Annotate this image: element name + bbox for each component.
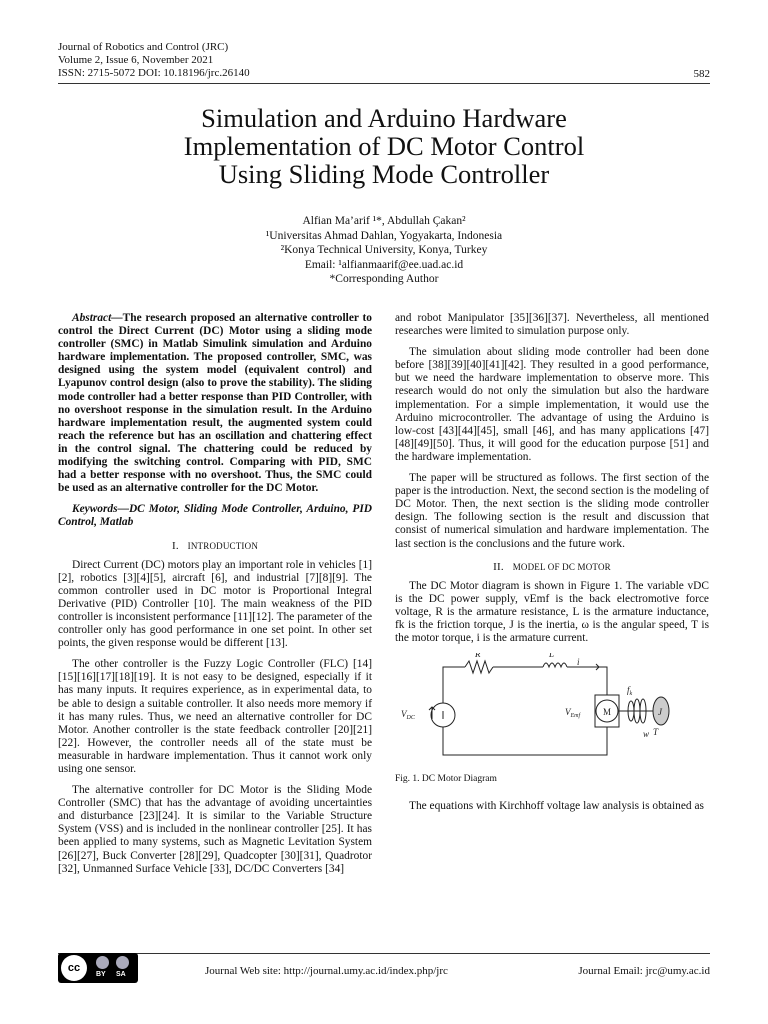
corresponding-author: *Corresponding Author (329, 273, 439, 286)
intro-paragraph-2: The other controller is the Fuzzy Logic Controller (FLC) [14][15][16][17][18][19]. It is not easy to be designed, especially if it has many inputs. It requires experience, as in experimental data, to be able to design a suitable controller. It also needs more memory if it has many rules. Thus, we need an alternative controller for DC Motor. Another controller is the state feedback controller [20][21][22]. However, the controller needs all of the state must be measurable in hardware implementation. Thus it cannot work only using one sensor. (58, 658, 372, 775)
label-M: M (603, 707, 612, 718)
by-icon (96, 956, 109, 969)
cc-sa-label: SA (116, 971, 126, 978)
footer-divider (58, 953, 710, 954)
footer-email[interactable]: Journal Email: jrc@umy.ac.id (578, 965, 710, 977)
label-vdc-sub: DC (406, 715, 415, 722)
sa-icon (116, 956, 129, 969)
intro-paragraph-3: The alternative controller for DC Motor is the Sliding Mode Controller (SMC) that has the advantage of avoiding uncertainties and disturbance [23][24]. It is similar to the Variable Structure System (VSS) and is included in the nonlinear controller [25]. It has been applied to many systems, such as Magnetic Levitation System [26][27], Buck Converter [28][29], Quadcopter [30][31], Quadrotor [32], Unmanned Surface Vehicle [33], DC/DC Converters [34] (58, 784, 372, 875)
wire-right (567, 667, 607, 695)
author-names: Alfian Ma’arif ¹*, Abdullah Çakan² (302, 215, 466, 227)
header-divider (58, 83, 710, 84)
intro-paragraph-1: Direct Current (DC) motors play an important role in vehicles [1][2], robotics [3][4][5], aircraft [6], and industrial [7][8][9]. The common controller used in DC motor is Proportional Integral Derivative (PID) Controller [10]. The main weakness of the PID controller is inconsistent performance [11][12]. The parameter of the controller only has good performance in one set point. In other set points, the given response would be different [13]. (58, 558, 372, 650)
label-fk-main: f (627, 685, 630, 696)
section-heading-model (395, 561, 709, 574)
label-L: L (549, 653, 555, 660)
title-line-3: Using Sliding Mode Controller (218, 159, 550, 189)
affiliation-2: ²Konya Technical University, Konya, Turkey (280, 244, 488, 257)
section-number: II. (493, 560, 504, 573)
dc-motor-figure (395, 653, 709, 767)
model-paragraph-1: The DC Motor diagram is shown in Figure 1. The variable vDC is the DC power supply, vEmf is the back electromotive force voltage, R is the armature resistance, L is the armature inductance, fk is the friction torque, J is the inertia, ω is the angular speed, T is the motor torque, i is the armature current. (395, 579, 709, 645)
section-number: I. (171, 539, 179, 552)
label-R: R (475, 653, 481, 660)
right-paragraph-1: and robot Manipulator [35][36][37]. Nevertheless, all mentioned researches were limited to simulation purpose only. (395, 312, 709, 338)
page-number: 582 (693, 68, 710, 80)
label-vemf (565, 707, 581, 719)
section-heading-introduction (58, 540, 372, 553)
label-T: T (653, 727, 659, 738)
wire-left (443, 667, 465, 703)
label-fk (627, 685, 633, 697)
journal-header (58, 41, 250, 81)
keywords: Keywords—DC Motor, Sliding Mode Controller, Arduino, PID Control, Matlab (58, 503, 372, 529)
paper-title (60, 104, 708, 188)
resistor-symbol (465, 661, 493, 673)
title-line-1: Simulation and Arduino Hardware (201, 103, 567, 133)
inductor-symbol (543, 663, 567, 667)
wire-bottom (443, 727, 607, 755)
journal-volume: Volume 2, Issue 6, November 2021 (58, 54, 214, 67)
section-title: MODEL OF DC MOTOR (512, 561, 611, 572)
right-column (395, 312, 709, 821)
left-column (58, 312, 372, 884)
author-block (60, 214, 708, 287)
title-line-2: Implementation of DC Motor Control (183, 131, 585, 161)
label-vdc (401, 709, 416, 721)
label-fk-sub: k (629, 691, 633, 698)
label-J: J (658, 707, 662, 718)
cc-icon: cc (61, 955, 87, 981)
dc-motor-diagram (395, 653, 695, 763)
abstract-label: Abstract— (72, 312, 123, 324)
right-paragraph-3: The paper will be structured as follows. The first section of the paper is the introduction. Next, the second section is the modeling of DC Motor. Then, the next section is the sliding mode controller design. The following section is the result and discussion that consist of numerical simulation and hardware implementation. The last section is the conclusions and the future work. (395, 472, 709, 550)
affiliation-1: ¹Universitas Ahmad Dahlan, Yogyakarta, Indonesia (265, 229, 503, 242)
label-vdc-main: V (401, 709, 407, 720)
abstract-text: The research proposed an alternative controller to control the Direct Current (DC) Motor using a sliding mode controller (SMC) in Matlab Simulink simulation and Arduino hardware implementation. The proposed controller, SMC, was designed using the system model (equivalent control) and Lyapunov control design (also to prove the stability). The sliding mode controller had a better response than PID Controller, with no overshoot response in the simulation result. In the Arduino hardware implementation result, the augmented system could reach the reference but has an oscillation and chattering effect in the control signal. The chattering could be reduced by modifying the switching control. Comparing with PID, SMC had a better response with no overshoot. Thus, the SMC could be used as an alternative controller for the DC Motor. (58, 312, 372, 495)
right-paragraph-2: The simulation about sliding mode controller had been done before [38][39][40][41][42]. They resulted in a good performance, but we need the hardware implementation to observe more. This research would do not only the simulation but also the hardware implementation. For a simple implementation, it would use the Arduino microcontroller. The advantage of using the Arduino is low-cost [43][44][45], small [46], and has many applications [47][48][49][50]. Thus, it will good for the education purpose [51] and the hardware implementation. (395, 346, 709, 463)
model-paragraph-2: The equations with Kirchhoff voltage law analysis is obtained as (409, 800, 704, 813)
label-w: w (643, 729, 650, 740)
journal-name: Journal of Robotics and Control (JRC) (58, 41, 229, 53)
figure-caption: Fig. 1. DC Motor Diagram (395, 774, 497, 785)
author-email[interactable]: Email: ¹alfianmaarif@ee.uad.ac.id (304, 258, 464, 271)
section-title: INTRODUCTION (187, 540, 259, 551)
label-vemf-main: V (565, 707, 571, 718)
creative-commons-badge[interactable] (58, 953, 138, 983)
abstract (58, 312, 372, 495)
journal-issn: ISSN: 2715-5072 DOI: 10.18196/jrc.26140 (58, 67, 250, 80)
footer-website[interactable]: Journal Web site: http://journal.umy.ac.id/index.php/jrc (205, 965, 448, 977)
cc-by-label: BY (96, 971, 106, 978)
label-i: i (577, 657, 580, 668)
label-vemf-sub: Emf (570, 713, 581, 720)
